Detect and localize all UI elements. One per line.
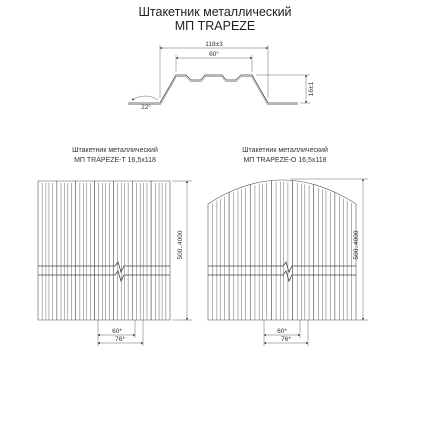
panel-t-plank	[95, 181, 114, 320]
dim-angle-label: 22°	[141, 104, 151, 111]
panel-o-caption-1: Штакетник металлический	[242, 147, 328, 154]
panel-t-plank	[38, 181, 57, 320]
dim-height-label: 16±1	[308, 81, 315, 97]
dim-angle-arc	[132, 96, 158, 100]
panel-o-plank	[314, 184, 335, 320]
panel-o-dim-outer-label: 76*	[281, 336, 291, 343]
panel-trapeze-t	[38, 146, 192, 346]
dim-top-label: 60°	[209, 51, 219, 58]
panel-t-planks	[38, 181, 170, 320]
panel-t-dim-outer-label: 76*	[115, 336, 125, 343]
panel-o-dim-inner-label: 60*	[277, 328, 287, 335]
panel-t-plank	[132, 181, 151, 320]
panel-o-plank	[229, 184, 250, 320]
panel-t-plank	[57, 181, 76, 320]
panel-t-plank	[113, 181, 132, 320]
profile-outline-inner	[128, 77, 298, 105]
panel-t-plank	[76, 181, 95, 320]
panel-o-plank	[271, 180, 292, 320]
panel-t-caption-1: Штакетник металлический	[72, 147, 158, 154]
title-line-1: Штакетник металлический	[138, 5, 292, 19]
title-line-2: МП TRAPEZE	[174, 19, 256, 33]
profile-outline	[128, 75, 298, 103]
panel-o-plank	[293, 180, 314, 320]
panel-o-planks	[208, 180, 356, 320]
dim-total-label: 118±3	[205, 41, 223, 48]
panel-t-dim-inner-label: 60*	[112, 328, 122, 335]
panel-o-height-label: 500..4000	[353, 230, 360, 260]
panel-o-plank	[208, 192, 229, 320]
panel-o-caption-2: МП TRAPEZE-O 16,5x118	[243, 157, 327, 164]
panel-o-plank	[250, 180, 271, 320]
panel-t-height-label: 500..4000	[177, 230, 184, 260]
profile-section	[128, 41, 315, 111]
panel-trapeze-o	[208, 146, 368, 346]
panel-t-plank	[151, 181, 170, 320]
panel-t-caption-2: МП TRAPEZE-T 16,5x118	[74, 157, 156, 164]
